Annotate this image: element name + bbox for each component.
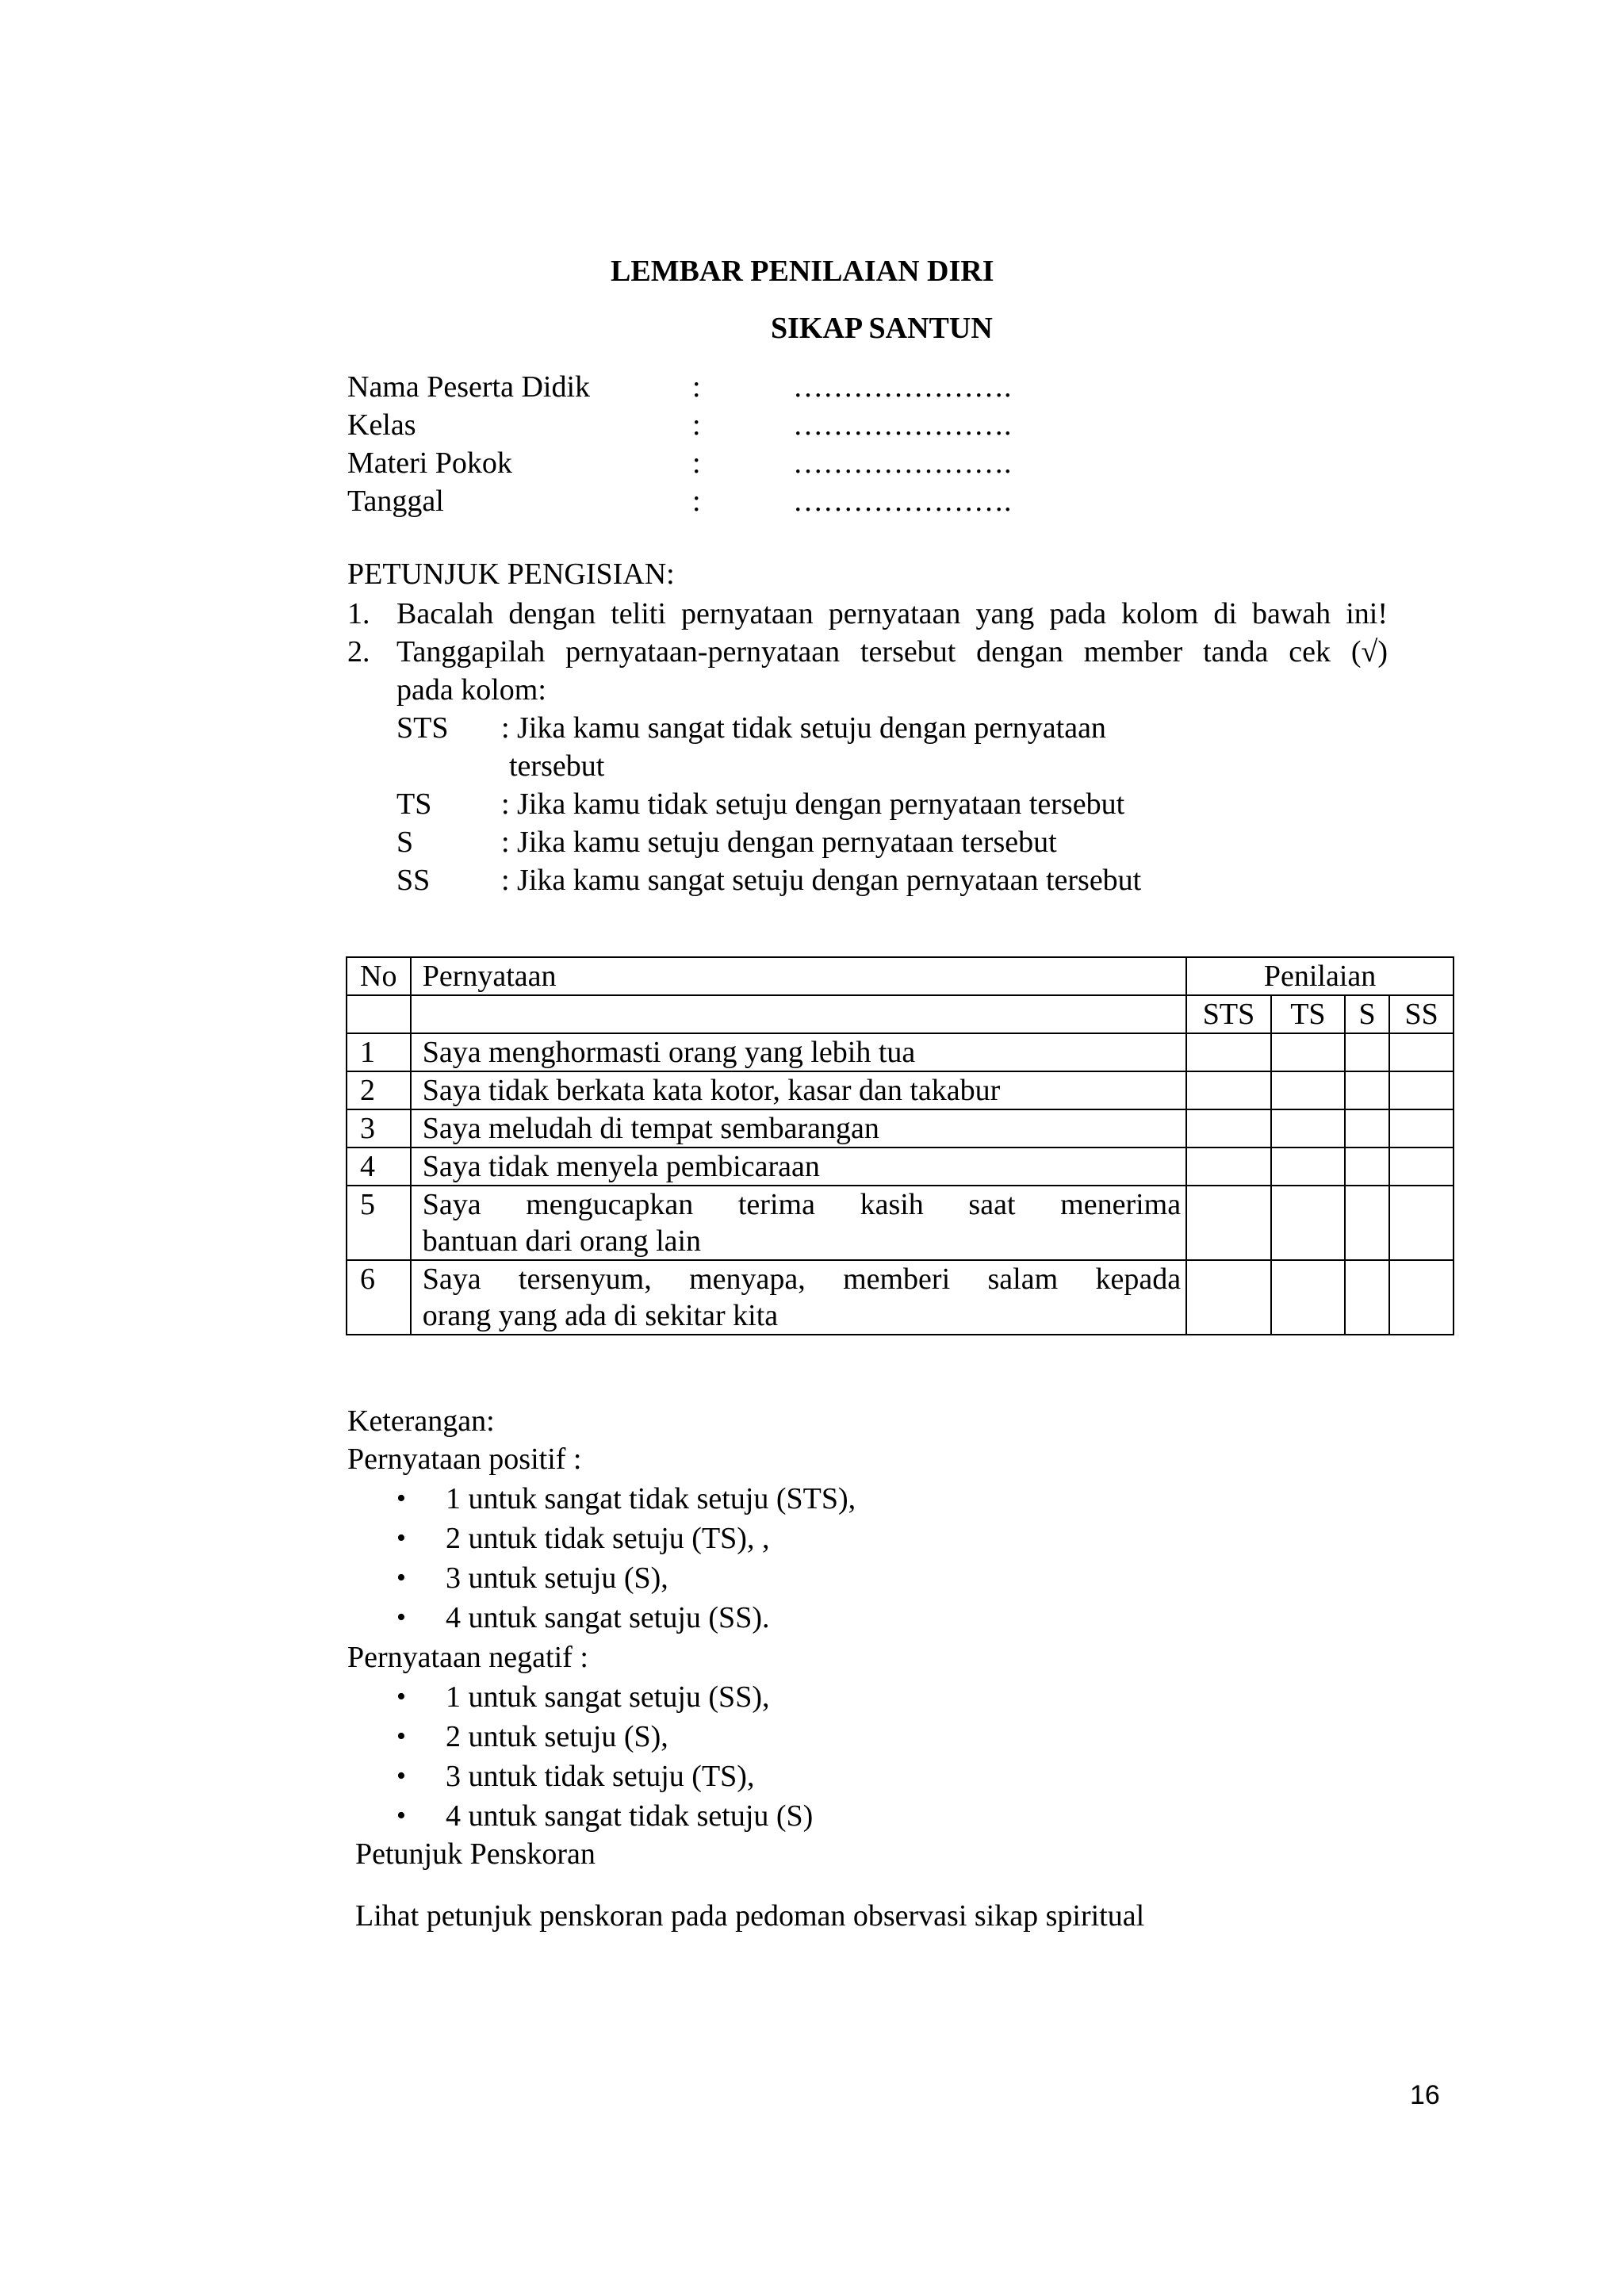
legend-code: STS <box>396 711 449 745</box>
rating-cell-s[interactable] <box>1345 1148 1389 1186</box>
row-statement: Saya tidak menyela pembicaraan <box>411 1148 1186 1186</box>
row-number: 4 <box>347 1148 411 1186</box>
legend-code: SS <box>396 864 431 897</box>
identity-value: …………………. <box>793 408 1012 442</box>
identity-value: …………………. <box>793 446 1012 480</box>
rating-cell-ss[interactable] <box>1389 1109 1454 1148</box>
table-subheader-row <box>347 995 1454 1033</box>
bullet-icon: • <box>396 1801 406 1830</box>
rating-cell-ts[interactable] <box>1271 1260 1345 1335</box>
rating-cell-sts[interactable] <box>1186 1260 1271 1335</box>
table-row <box>347 1148 1454 1186</box>
assessment-table <box>346 956 1454 1335</box>
identity-label: Nama Peserta Didik <box>347 370 591 404</box>
identity-colon: : <box>692 370 701 404</box>
rating-cell-s[interactable] <box>1345 1186 1389 1260</box>
instruction-text: pada kolom: <box>396 673 546 707</box>
positive-heading: Pernyataan positif : <box>347 1443 582 1476</box>
instruction-number: 2. <box>347 635 370 669</box>
identity-label: Tanggal <box>347 485 444 518</box>
notes-heading: Keterangan: <box>347 1404 495 1438</box>
legend-desc: : Jika kamu setuju dengan pernyataan tersebut <box>501 826 1057 859</box>
list-item-text: 1 untuk sangat setuju (SS), <box>446 1680 770 1714</box>
rating-cell-ts[interactable] <box>1271 1148 1345 1186</box>
instruction-text: Tanggapilah pernyataan-pernyataan tersebut dengan member tanda cek (√) <box>396 635 1388 669</box>
instructions-heading: PETUNJUK PENGISIAN: <box>347 557 675 591</box>
list-item-text: 4 untuk sangat tidak setuju (S) <box>446 1799 814 1833</box>
rating-cell-sts[interactable] <box>1186 1148 1271 1186</box>
table-row <box>347 1109 1454 1148</box>
legend-desc: : Jika kamu tidak setuju dengan pernyataan tersebut <box>501 787 1125 821</box>
rating-cell-ss[interactable] <box>1389 1260 1454 1335</box>
rating-cell-ss[interactable] <box>1389 1071 1454 1109</box>
rating-cell-s[interactable] <box>1345 1260 1389 1335</box>
bullet-icon: • <box>396 1603 406 1632</box>
list-item-text: 1 untuk sangat tidak setuju (STS), <box>446 1482 856 1515</box>
instruction-text: Bacalah dengan teliti pernyataan pernyataan yang pada kolom di bawah ini! <box>396 597 1388 630</box>
identity-value: …………………. <box>793 485 1012 518</box>
row-statement: Saya tidak berkata kata kotor, kasar dan takabur <box>411 1071 1186 1109</box>
list-item-text: 3 untuk tidak setuju (TS), <box>446 1760 755 1793</box>
scoring-heading: Petunjuk Penskoran <box>355 1837 596 1871</box>
scoring-text: Lihat petunjuk penskoran pada pedoman observasi sikap spiritual <box>355 1899 1145 1933</box>
rating-cell-sts[interactable] <box>1186 1186 1271 1260</box>
rating-cell-sts[interactable] <box>1186 1033 1271 1071</box>
rating-cell-ts[interactable] <box>1271 1033 1345 1071</box>
bullet-icon: • <box>396 1484 406 1513</box>
bullet-icon: • <box>396 1761 406 1791</box>
rating-cell-sts[interactable] <box>1186 1109 1271 1148</box>
identity-colon: : <box>692 408 701 442</box>
identity-colon: : <box>692 485 701 518</box>
list-item-text: 2 untuk setuju (S), <box>446 1720 668 1753</box>
row-statement: Saya meludah di tempat sembarangan <box>411 1109 1186 1148</box>
identity-label: Materi Pokok <box>347 446 512 480</box>
row-number: 6 <box>347 1260 411 1335</box>
table-row <box>347 1071 1454 1109</box>
identity-colon: : <box>692 446 701 480</box>
table-row <box>347 1186 1454 1260</box>
bullet-icon: • <box>396 1722 406 1751</box>
negative-heading: Pernyataan negatif : <box>347 1641 588 1674</box>
row-number: 2 <box>347 1071 411 1109</box>
rating-col-ts: TS <box>1271 995 1345 1033</box>
rating-cell-sts[interactable] <box>1186 1071 1271 1109</box>
page-title: LEMBAR PENILAIAN DIRI <box>611 255 994 288</box>
table-row <box>347 1260 1454 1335</box>
legend-desc: tersebut <box>509 749 605 783</box>
header-rating: Penilaian <box>1186 957 1454 995</box>
rating-col-ss: SS <box>1389 995 1454 1033</box>
header-no: No <box>347 957 411 995</box>
table-row <box>347 1033 1454 1071</box>
row-statement <box>411 1260 1186 1335</box>
row-statement-line: orang yang ada di sekitar kita <box>422 1299 779 1332</box>
identity-label: Kelas <box>347 408 416 442</box>
row-number: 5 <box>347 1186 411 1260</box>
row-statement: Saya menghormasti orang yang lebih tua <box>411 1033 1186 1071</box>
identity-value: …………………. <box>793 370 1012 404</box>
bullet-icon: • <box>396 1523 406 1553</box>
header-statement: Pernyataan <box>411 957 1186 995</box>
page-number: 16 <box>1410 2080 1440 2110</box>
rating-cell-ss[interactable] <box>1389 1148 1454 1186</box>
subheader-empty <box>411 995 1186 1033</box>
legend-code: TS <box>396 787 432 821</box>
table-header-row <box>347 957 1454 995</box>
rating-cell-ss[interactable] <box>1389 1186 1454 1260</box>
row-statement-line: bantuan dari orang lain <box>422 1224 702 1258</box>
list-item-text: 4 untuk sangat setuju (SS). <box>446 1601 770 1634</box>
legend-code: S <box>396 826 414 859</box>
rating-col-sts: STS <box>1186 995 1271 1033</box>
rating-cell-s[interactable] <box>1345 1033 1389 1071</box>
rating-cell-s[interactable] <box>1345 1071 1389 1109</box>
rating-cell-ts[interactable] <box>1271 1109 1345 1148</box>
row-statement-line: Saya mengucapkan terima kasih saat menerima <box>422 1188 1182 1221</box>
rating-cell-ts[interactable] <box>1271 1071 1345 1109</box>
instruction-number: 1. <box>347 597 370 630</box>
bullet-icon: • <box>396 1682 406 1711</box>
list-item-text: 2 untuk tidak setuju (TS), , <box>446 1522 770 1555</box>
legend-desc: : Jika kamu sangat setuju dengan pernyataan tersebut <box>501 864 1142 897</box>
rating-cell-s[interactable] <box>1345 1109 1389 1148</box>
rating-cell-ts[interactable] <box>1271 1186 1345 1260</box>
subheader-empty <box>347 995 411 1033</box>
page-subtitle: SIKAP SANTUN <box>771 312 993 345</box>
legend-desc: : Jika kamu sangat tidak setuju dengan pernyataan <box>501 711 1106 745</box>
row-number: 3 <box>347 1109 411 1148</box>
rating-col-s: S <box>1345 995 1389 1033</box>
bullet-icon: • <box>396 1563 406 1592</box>
row-statement-line: Saya tersenyum, menyapa, memberi salam kepada <box>422 1262 1182 1296</box>
row-statement <box>411 1186 1186 1260</box>
list-item-text: 3 untuk setuju (S), <box>446 1561 668 1595</box>
row-number: 1 <box>347 1033 411 1071</box>
rating-cell-ss[interactable] <box>1389 1033 1454 1071</box>
